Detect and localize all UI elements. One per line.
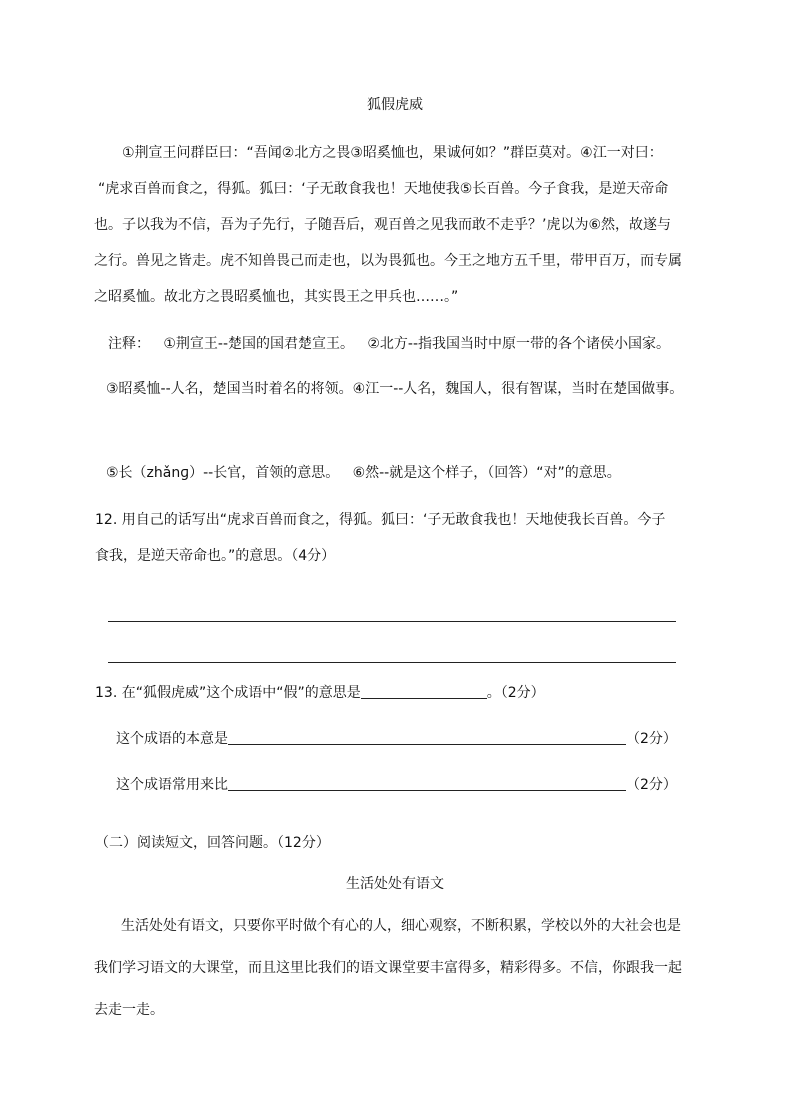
section-2-title: 生活处处有语文 [346,876,444,892]
section-2-line-2: 我们学习语文的大课堂，而且这里比我们的语文课堂要丰富得多，精彩得多。不信，你跟我一起 [94,960,682,976]
question-13-sub1-score: （2分） [626,731,677,747]
passage-line-2: “虎求百兽而食之，得狐。狐曰：‘子无敢食我也！天地使我⑤长百兽。今子食我，是逆天帝命 [98,181,669,197]
notes-line-3: ⑤长（zhǎnɡ）--长官，首领的意思。 ⑥然--就是这个样子，（回答）“对”的意思。 [106,465,621,481]
question-13-prefix: 13. 在“狐假虎威”这个成语中“假”的意思是 [95,685,361,701]
question-13-sub2-label: 这个成语常用来比 [116,777,228,793]
section-2-line-1: 生活处处有语文，只要你平时做个有心的人，细心观察，不断积累，学校以外的大社会也是 [121,918,681,934]
question-13-sub2 [116,774,677,795]
passage-line-1: ①荆宣王问群臣曰：“吾闻②北方之畏③昭奚恤也，果诚何如？”群臣莫对。④江一对曰： [122,145,663,161]
notes-line-2: ③昭奚恤--人名，楚国当时着名的将领。④江一--人名，魏国人，很有智谋，当时在楚国做事。 [106,381,684,397]
passage-line-3: 也。子以我为不信，吾为子先行，子随吾后，观百兽之见我而敢不走乎？’虎以为⑥然，故遂与 [94,217,671,233]
answer-line-1[interactable] [108,621,676,622]
question-12-line-1: 12. 用自己的话写出“虎求百兽而食之，得狐。狐曰：‘子无敢食我也！天地使我长百兽。今子 [95,512,666,528]
section-2-line-3: 去走一走。 [94,1002,164,1018]
question-13-sub2-blank[interactable] [228,774,626,791]
question-13-sub2-score: （2分） [626,777,677,793]
section-2-heading: （二）阅读短文，回答问题。（12分） [95,835,330,851]
question-13 [95,682,545,703]
question-12-line-2: 食我，是逆天帝命也。”的意思。（4分） [95,548,336,564]
notes-line-1: 注释： ①荆宣王--楚国的国君楚宣王。 ②北方--指我国当时中原一带的各个诸侯小国家。 [108,336,671,352]
question-13-suffix: 。（2分） [486,685,545,701]
answer-line-2[interactable] [108,662,676,663]
question-13-sub1-label: 这个成语的本意是 [116,731,228,747]
passage-title: 狐假虎威 [367,97,423,113]
question-13-sub1 [116,728,677,749]
question-13-sub1-blank[interactable] [228,728,626,745]
passage-line-4: 之行。兽见之皆走。虎不知兽畏己而走也，以为畏狐也。今王之地方五千里，带甲百万，而专属 [94,253,682,269]
passage-line-5: 之昭奚恤。故北方之畏昭奚恤也，其实畏王之甲兵也……。” [94,289,459,305]
question-13-blank[interactable] [361,682,487,699]
